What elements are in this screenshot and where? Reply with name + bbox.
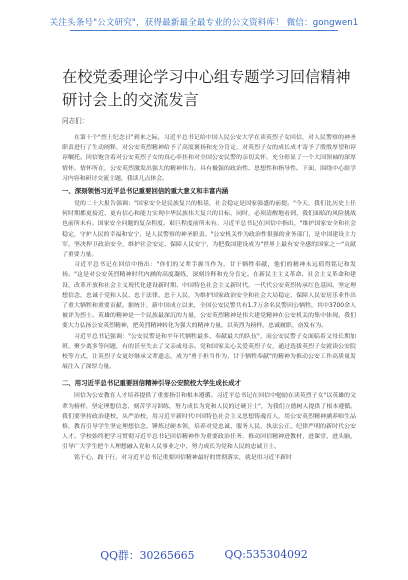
body-paragraph: 习近平总书记强调："公安民警是和平年代牺牲最多、奉献最大的队伍"，而公安民警子女面临着父母长期加班、聚少离多等问题，有的甚至失去了父亲或母亲。党和国家关心关爱英烈子女，通过选拔英烈子女就读公安院校等方式，让英烈子女更好继承父辈遗志，成为"勇于担当作为、甘于牺牲奉献"的精神为推动公安工作高质量发展注入了深厚力量。 [62, 333, 356, 371]
footer-qq-group: QQ群：30265665 [100, 549, 195, 562]
banner-divider [70, 30, 338, 31]
footer-qq: QQ:535304092 [224, 548, 308, 561]
intro-paragraph: 在第十个"烈士纪念日"到来之际，习近平总书记给中国人民公安大学在读英烈子女回信，对人民警察的神圣职责进行了生动阐释，对公安英烈精神给予了高度褒扬和充分肯定，对英烈子女的成长成才寄予了殷殷厚望和谆谆嘱托。回信饱含着对公安英烈子女的真心牵挂和对全国公安民警的亲切关怀，充分彰显了一个大国领袖的深厚情怀，情怀所在，公安英烈激发出强大的精神伟力。具有极强的政治性、思想性和指导性。下面，围绕中心组学习内容和研讨交流主题，我谈几点体会。 [62, 135, 356, 182]
banner-promo-text[interactable]: 关注头条号"公文研究"，获得最新最全最专业的公文资料库！ 微信：gongwen1 [49, 18, 359, 28]
document-body [62, 133, 356, 463]
footer-contacts [0, 548, 408, 572]
section-heading-1: 一、深刻领悟习近平总书记重要回信的重大意义和丰富内涵 [62, 187, 229, 196]
body-paragraph: 党的二十大报告强调："国家安全是民族复兴的根基，社会稳定是国家强盛的前提。"今天，我们比历史上任何时期都更接近、更有信心和能力实现中华民族伟大复兴的目标，同时，必须清醒地看到，我们面临的风险挑战也前所未有。国家安全问题的复杂程度、艰巨程度前所未有。习近平总书记在回信中指出，"维护国家安全和社会稳定，守护人民的幸福和安宁，是人民警察的神圣职责。"公安机关作为政治性很强的业务部门，是中国建设主力军，坚决捍卫政治安全，维护社会安定、保障人民安宁，为把我国建设成为"世界上最有安全感的国家之一"贡献了重要力量。 [62, 201, 356, 259]
body-paragraph: 习近平总书记在回信中指出："你们的父辈手握当作为，甘于牺牲奉献，他们的精神永远值得铭记和发扬。"这是对公安英烈精神时代内涵的高度凝练，深刻诠释和充分肯定。在新民主主义革命、社会主义革命和建设、改革开放和社会主义现代化建设新时期、中国特色社会主义新时代，一代代公安英烈传承红色基因、坚定理想信念，忠诚于党和人民、忠于法律、忠于人民，为维护国家政治安全和社会大局稳定、保障人民安居乐业作出了重大牺牲和重要贡献。据统计，新中国成立以来，全国公安民警共有1.7万余名民警因公牺牲，其中3700余人被评为烈士。英雄的精神是一个民族最深沉的力量，公安英烈精神是伟大建党精神在公安机关的集中体现。我们要大力弘扬公安英烈精神，把英烈精神转化为强大的精神力量，以英烈为榜样，忠诚履职、奋发有为。 [62, 262, 356, 330]
closing-paragraph: 铭于心，践于行。对习近平总书记重要回信精神最好的贯彻落实，就是用习近平新时 [74, 454, 292, 461]
salutation: 同志们： [62, 117, 89, 125]
section-heading-2: 二、用习近平总书记重要回信精神引导公安院校大学生成长成才 [62, 379, 241, 388]
top-banner [0, 0, 408, 44]
document-title: 在校党委理论学习中心组专题学习回信精神研讨会上的交流发言 [62, 68, 351, 109]
body-paragraph: 回信为公安教育人才培养提供了重要指引和根本遵循。习近平总书记在回信中勉励在读英烈子女"以英雄的父辈为榜样，坚定理想信念，刻苦学习训练，努力成长为党和人民的过硬卫士"，为我们立德树人提供了根本遵循。我们要坚持政治建校、从严治校，用习近平新时代中国特色社会主义思想铸魂育人，用公安英烈精神涵养师生品格，教育引导学生坚定理想信念、锤炼过硬本领，培养对党忠诚、服务人民、执法公正、纪律严明的新时代公安人才。学校始终把学习贯彻习近平总书记回信精神作为重要政治任务，推动回信精神进教材、进课堂、进头脑，引导广大学生把个人理想融入党和人民事业之中，努力成长为党和人民的忠诚卫士。 [62, 393, 356, 451]
